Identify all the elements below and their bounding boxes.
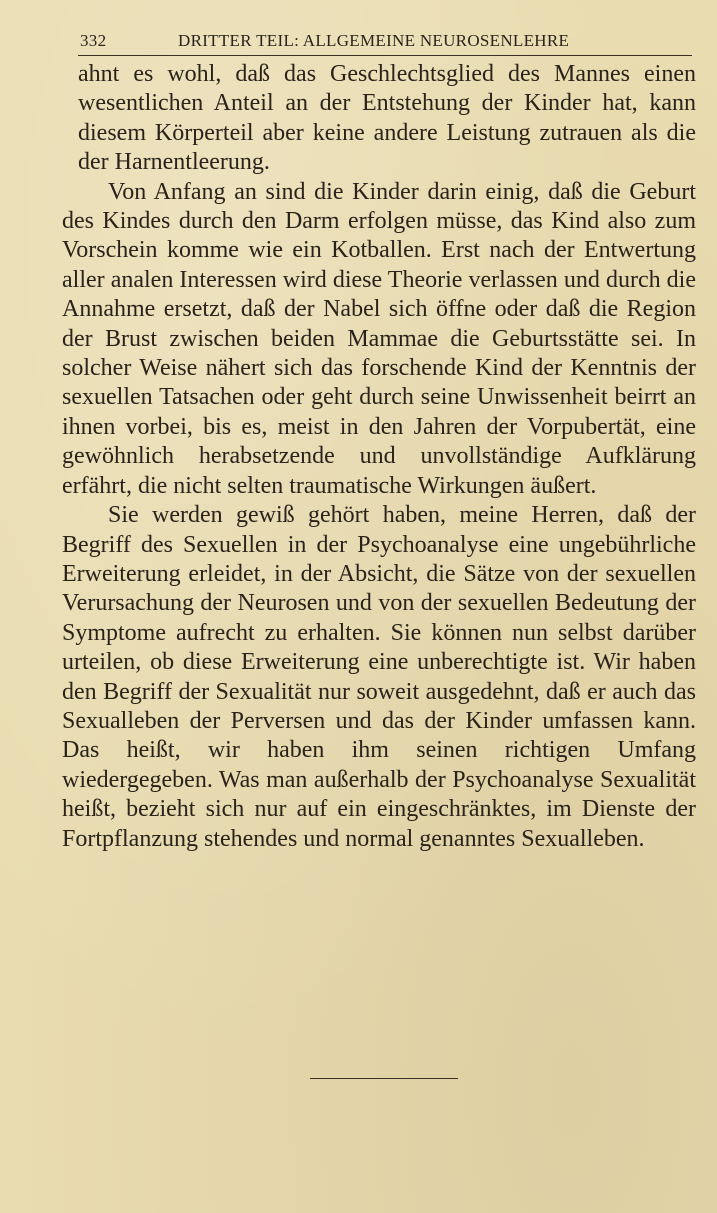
body-text (62, 60, 696, 854)
header-rule (78, 55, 692, 56)
paragraph-continuation: ahnt es wohl, daß das Geschlechtsglied des Mannes einen wesentlichen Anteil an der Entstehung der Kinder hat, kann diesem Körperteil aber keine andere Leistung zutrauen als die der Harnentleerung. (78, 61, 696, 176)
page-number: 332 (80, 31, 107, 50)
paragraph-birth-theories: Von Anfang an sind die Kinder darin einig, daß die Geburt des Kindes durch den Darm erfolgen müsse, das Kind also zum Vorschein komme wie ein Kotballen. Erst nach der Entwertung aller analen Interessen wird diese Theorie verlassen und durch die Annahme ersetzt, daß der Nabel sich öffne oder daß die Region der Brust zwischen beiden Mammae die Geburtsstätte sei. In solcher Weise nähert sich das forschende Kind der Kenntnis der sexuellen Tatsachen oder geht durch seine Unwissenheit beirrt an ihnen vorbei, bis es, meist in den Jahren der Vorpubertät, eine gewöhnlich herabsetzende und unvollständige Aufklärung erfährt, die nicht selten traumatische Wirkungen äußert. (62, 178, 696, 499)
running-title: DRITTER TEIL: ALLGEMEINE NEUROSENLEHRE (178, 31, 570, 50)
section-end-rule (310, 1078, 458, 1079)
page-header (80, 28, 692, 54)
paragraph-sexuality-concept: Sie werden gewiß gehört haben, meine Herren, daß der Begriff des Sexuellen in der Psychoanalyse eine ungebührliche Erweiterung erleidet, in der Absicht, die Sätze von der sexuellen Verursachung der Neurosen und von der sexuellen Bedeutung der Symptome aufrecht zu erhalten. Sie können nun selbst darüber urteilen, ob diese Erweiterung eine unberechtigte ist. Wir haben den Begriff der Sexualität nur soweit ausgedehnt, daß er auch das Sexualleben der Perversen und das der Kinder umfassen kann. Das heißt, wir haben ihm seinen richtigen Umfang wiedergegeben. Was man außerhalb der Psychoanalyse Sexualität heißt, bezieht sich nur auf ein eingeschränktes, im Dienste der Fortpflanzung stehendes und normal genanntes Sexualleben. (62, 502, 696, 852)
